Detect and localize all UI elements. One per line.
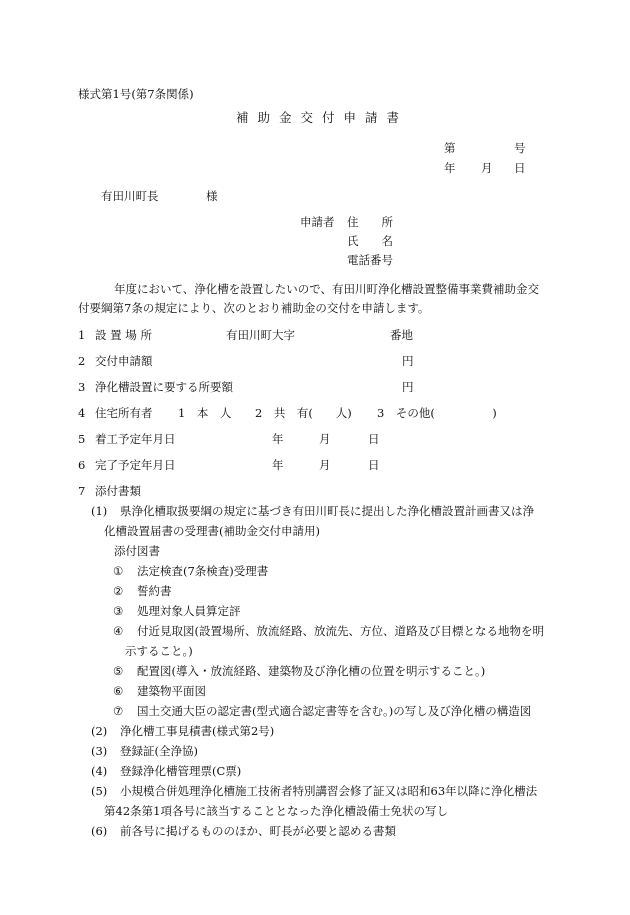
subitem3-text: 処理対象人員算定評 (137, 604, 241, 618)
intro-line-1: 年度において、浄化槽を設置したいので、有田川町浄化槽設置整備事業費補助金交 (114, 282, 540, 296)
doc-number-prefix: 第 (444, 141, 456, 155)
addressee-honorific: 様 (206, 189, 218, 203)
applicant-name-label: 氏 名 (347, 234, 393, 248)
intro-line-2: 付要綱第7条の規定により、次のとおり補助金の交付を申請します。 (78, 301, 430, 315)
item5-day: 日 (368, 432, 380, 446)
attachment5-line-1: 小規模合併処理浄化槽施工技術者特別講習会修了証又は昭和63年以降に浄化槽法 (120, 784, 538, 798)
attachment4-text: 登録浄化槽管理票(C票) (120, 764, 242, 778)
item5-year: 年 (272, 432, 284, 446)
form-title: 補助金交付申請書 (236, 110, 409, 125)
item5-month: 月 (319, 432, 331, 446)
item6-number: 6 (78, 458, 86, 472)
subitem6-mark: ⑥ (113, 684, 124, 698)
attachment2-text: 浄化槽工事見積書(様式第2号) (120, 724, 275, 738)
item1-number: 1 (78, 328, 86, 342)
item6-year: 年 (272, 458, 284, 472)
subitem2-text: 誓約書 (137, 584, 172, 598)
subitem7-text: 国土交通大臣の認定書(型式適合認定書等を含む。)の写し及び浄化槽の構造図 (137, 704, 532, 718)
addressee-name: 有田川町長 (101, 189, 159, 203)
attachment1-line-1: 県浄化槽取扱要綱の規定に基づき有田川町長に提出した浄化槽設置計画書又は浄 (120, 504, 534, 518)
item7-label: 添付書類 (95, 484, 141, 498)
subitem2-mark: ② (113, 584, 124, 598)
item1-value: 有田川町大字 (226, 328, 295, 342)
attachment2-number: (2) (91, 724, 108, 738)
attachment1-number: (1) (91, 504, 108, 518)
applicant-address-label: 住 所 (347, 215, 393, 229)
item6-month: 月 (319, 458, 331, 472)
subitem1-text: 法定検査(7条検査)受理書 (137, 564, 269, 578)
applicant-phone-label: 電話番号 (347, 253, 393, 267)
subitem1-mark: ① (113, 564, 124, 578)
item5-label: 着工予定年月日 (95, 432, 176, 446)
item4-number: 4 (78, 406, 86, 420)
date-day: 日 (514, 161, 526, 175)
subitem5-mark: ⑤ (113, 664, 124, 678)
attachment5-number: (5) (91, 784, 108, 798)
attachment3-number: (3) (91, 744, 108, 758)
item2-label: 交付申請額 (95, 354, 153, 368)
owner-option-other: 3 その他( ) (377, 406, 497, 420)
subitem4-mark: ④ (113, 624, 124, 638)
attachment5-line-2: 第42条第1項各号に該当することとなった浄化槽設備士免状の写し (104, 804, 448, 818)
subitem4-text: 付近見取図(設置場所、放流経路、放流先、方位、道路及び目標となる地物を明 (137, 624, 544, 638)
item3-label: 浄化槽設置に要する所要額 (95, 380, 233, 394)
subitem7-mark: ⑦ (113, 704, 124, 718)
item6-label: 完了予定年月日 (95, 458, 176, 472)
attachment3-text: 登録証(全浄協) (120, 744, 198, 758)
subitem5-text: 配置図(導入・放流経路、建築物及び浄化槽の位置を明示すること。) (137, 664, 486, 678)
date-year: 年 (444, 161, 456, 175)
item4-label: 住宅所有者 (95, 406, 153, 420)
item2-number: 2 (78, 354, 86, 368)
subitem4-continuation: 示すること。) (125, 644, 193, 658)
subitem6-text: 建築物平面図 (137, 684, 206, 698)
item1-suffix: 番地 (390, 328, 413, 342)
applicant-label: 申請者 (300, 215, 335, 229)
item6-day: 日 (368, 458, 380, 472)
owner-option-self: 1 本 人 (178, 406, 232, 420)
item2-suffix: 円 (402, 354, 414, 368)
attachment1-sub-heading: 添付図書 (114, 544, 160, 558)
item1-label: 設 置 場 所 (95, 328, 152, 342)
attachment1-line-2: 化槽設置届書の受理書(補助金交付申請用) (104, 524, 320, 538)
date-month: 月 (481, 161, 493, 175)
subitem3-mark: ③ (113, 604, 124, 618)
item5-number: 5 (78, 432, 86, 446)
form-number: 様式第1号(第7条関係) (78, 87, 194, 101)
attachment4-number: (4) (91, 764, 108, 778)
attachment6-number: (6) (91, 824, 108, 838)
doc-number-suffix: 号 (514, 141, 526, 155)
attachment6-text: 前各号に掲げるもののほか、町長が必要と認める書類 (120, 824, 396, 838)
item3-number: 3 (78, 380, 86, 394)
item3-suffix: 円 (402, 380, 414, 394)
item7-number: 7 (78, 484, 86, 498)
owner-option-shared: 2 共 有( 人) (255, 406, 352, 420)
